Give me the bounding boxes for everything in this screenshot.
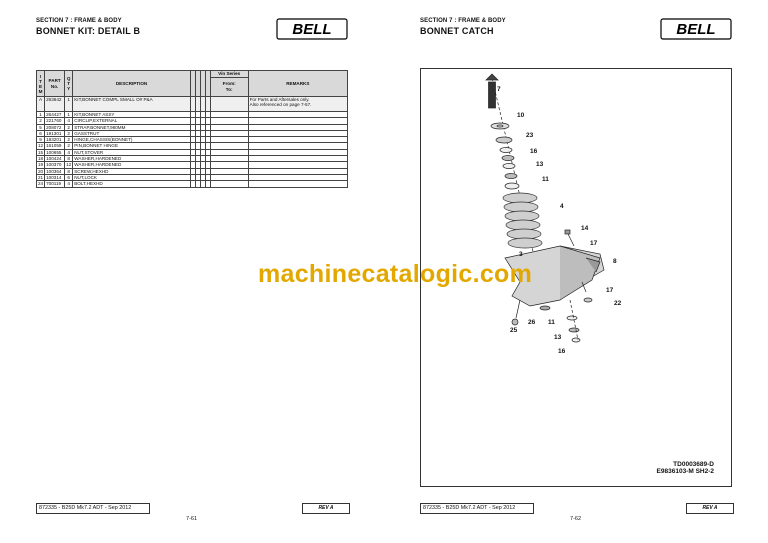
drawing-number: TD0003689-D E9836103-M SH2-2: [656, 461, 714, 475]
footer-doc-ref: 872335 - B25D Mk7.2 ADT - Sep 2012: [420, 503, 534, 514]
section-label: SECTION 7 : FRAME & BODY: [420, 18, 506, 24]
callout-16: 16: [530, 148, 538, 155]
callout-3: 3: [519, 251, 523, 258]
rev-label: REV A: [686, 503, 734, 514]
rev-label: REV A: [302, 503, 350, 514]
section-label: SECTION 7 : FRAME & BODY: [36, 18, 122, 24]
table-row: 19 100370 12 WASHER,HARDENED: [37, 162, 348, 168]
table-row: 1 264427 1 KIT,BONNET ASSY: [37, 112, 348, 118]
page-title: BONNET KIT: DETAIL B: [36, 26, 141, 36]
table-row: 24 700119 4 BOLT,HEXHD: [37, 181, 348, 187]
svg-text:BELL: BELL: [292, 21, 332, 38]
callout-13: 13: [536, 161, 544, 168]
page-number: 7-61: [186, 516, 198, 522]
callout-11: 11: [542, 176, 549, 183]
table-row: 9 183201 2 HINGE,CHASSIS(BONNET): [37, 137, 348, 143]
table-row: 2 221760 4 CIRCLIP,EXTERNAL: [37, 118, 348, 124]
page-number: 7-62: [570, 516, 582, 522]
callout-22: 22: [614, 300, 622, 307]
table-row: 21 100314 6 NUT,LOCK: [37, 174, 348, 180]
callout-26: 26: [528, 319, 536, 326]
callout-16b: 16: [558, 348, 566, 355]
callout-14: 14: [581, 225, 589, 232]
header-qty: Q T Y: [65, 71, 73, 97]
callout-4: 4: [560, 203, 564, 210]
table-row: 18 100424 8 WASHER,HARDENED: [37, 156, 348, 162]
header-from-to: From: To:: [210, 78, 248, 97]
table-row: 6 191301 2 GASSTRUT: [37, 130, 348, 136]
callout-17b: 17: [606, 287, 614, 294]
callout-13b: 13: [554, 334, 562, 341]
page-title: BONNET CATCH: [420, 26, 494, 36]
callout-10: 10: [517, 112, 525, 119]
watermark: machinecatalogic.com: [258, 260, 533, 288]
callout-7: 7: [497, 86, 501, 93]
table-row: A 263642 1 KIT,BONNET COMPL SMALL O# P&A For Parts and Aftersales only. Also referenced on page 7-57.: [37, 97, 348, 112]
header-part: PART No.: [45, 71, 65, 97]
footer-doc-ref: 872335 - B25D Mk7.2 ADT - Sep 2012: [36, 503, 150, 514]
callout-8: 8: [613, 258, 617, 265]
table-row: 15 100655 4 NUT,STOVER: [37, 149, 348, 155]
header-vin-series: Vin Series: [210, 71, 248, 78]
callout-23: 23: [526, 132, 534, 139]
header-item: I T E M: [37, 71, 45, 97]
svg-text:BELL: BELL: [676, 21, 716, 38]
callout-25: 25: [510, 327, 518, 334]
table-row: 5 208072 2 STRAP,BONNET,960MM: [37, 124, 348, 130]
callout-17: 17: [590, 240, 598, 247]
callout-11b: 11: [548, 319, 555, 326]
header-remarks: REMARKS: [248, 71, 347, 97]
table-row: 20 100364 8 SCREW,HEXHD: [37, 168, 348, 174]
table-row: 12 161059 2 PIN,BONNET HINGE: [37, 143, 348, 149]
header-description: DESCRIPTION: [73, 71, 191, 97]
